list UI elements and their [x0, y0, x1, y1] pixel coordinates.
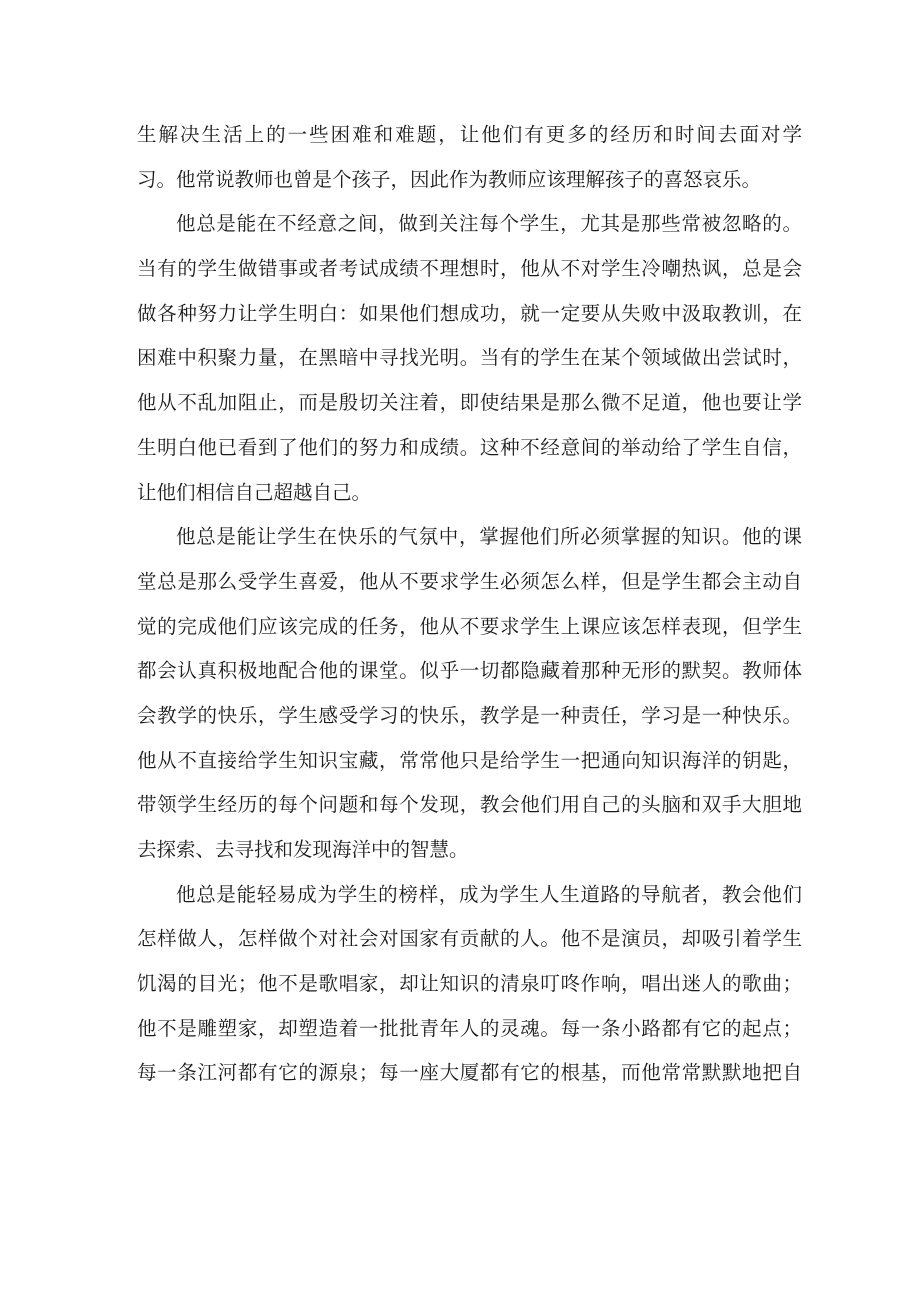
text-line: 生明白他已看到了他们的努力和成绩。这种不经意间的举动给了学生自信，	[137, 435, 802, 459]
text-line: 他不是雕塑家，却塑造着一批批青年人的灵魂。每一条小路都有它的起点；	[137, 1016, 802, 1040]
text-line: 每一条江河都有它的源泉；每一座大厦都有它的根基，而他常常默默地把自	[137, 1061, 802, 1085]
text-line: 他总是能轻易成为学生的榜样，成为学生人生道路的导航者，教会他们	[176, 882, 802, 906]
body-text	[137, 113, 802, 1096]
text-line: 他总是能让学生在快乐的气氛中，掌握他们所必须掌握的知识。他的课	[176, 525, 802, 549]
text-line: 他从不乱加阻止，而是殷切关注着，即使结果是那么微不足道，他也要让学	[137, 391, 802, 415]
text-line: 当有的学生做错事或者考试成绩不理想时，他从不对学生冷嘲热讽，总是会	[137, 257, 802, 281]
text-line: 他总是能在不经意之间，做到关注每个学生，尤其是那些常被忽略的。	[176, 212, 802, 236]
text-line: 让他们相信自己超越自己。	[137, 480, 372, 504]
text-line: 带领学生经历的每个问题和每个发现，教会他们用自己的头脑和双手大胆地	[137, 793, 802, 817]
text-line: 困难中积聚力量，在黑暗中寻找光明。当有的学生在某个领域做出尝试时，	[137, 346, 802, 370]
text-line: 做各种努力让学生明白：如果他们想成功，就一定要从失败中汲取教训，在	[137, 301, 802, 325]
text-line: 他从不直接给学生知识宝藏，常常他只是给学生一把通向知识海洋的钥匙，	[137, 748, 802, 772]
text-line: 堂总是那么受学生喜爱，他从不要求学生必须怎么样，但是学生都会主动自	[137, 569, 802, 593]
text-line: 怎样做人，怎样做个对社会对国家有贡献的人。他不是演员，却吸引着学生	[137, 927, 802, 951]
text-line: 都会认真积极地配合他的课堂。似乎一切都隐藏着那种无形的默契。教师体	[137, 659, 802, 683]
text-line: 觉的完成他们应该完成的任务，他从不要求学生上课应该怎样表现，但学生	[137, 614, 802, 638]
text-line: 生解决生活上的一些困难和难题，让他们有更多的经历和时间去面对学	[137, 123, 802, 146]
text-line: 会教学的快乐，学生感受学习的快乐，教学是一种责任，学习是一种快乐。	[137, 703, 802, 727]
text-line: 饥渴的目光；他不是歌唱家，却让知识的清泉叮咚作响，唱出迷人的歌曲；	[137, 972, 802, 996]
text-line: 去探索、去寻找和发现海洋中的智慧。	[137, 838, 469, 861]
text-line: 习。他常说教师也曾是个孩子，因此作为教师应该理解孩子的喜怒哀乐。	[137, 167, 762, 191]
